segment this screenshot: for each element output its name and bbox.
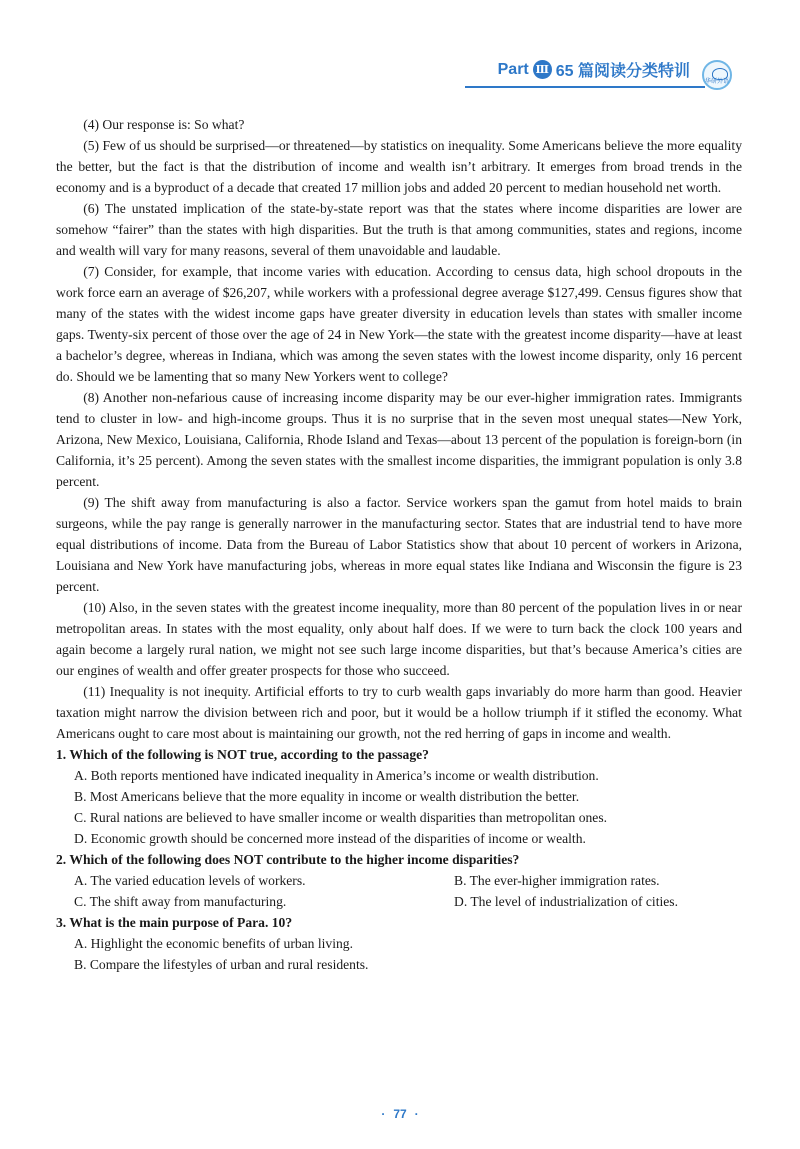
section-title: 65 篇阅读分类特训: [555, 63, 690, 80]
question-stem: 2. Which of the following does NOT contribute to the higher income disparities?: [56, 852, 520, 867]
article-body: [56, 114, 742, 975]
paragraph-4: (4) Our response is: So what?: [83, 117, 245, 132]
option-c: C. Rural nations are believed to have smaller income or wealth disparities than metropolitan ones.: [74, 810, 608, 825]
option-b: B. Compare the lifestyles of urban and rural residents.: [74, 957, 369, 972]
publisher-logo-icon: [702, 60, 732, 90]
option-a: A. Highlight the economic benefits of urban living.: [74, 936, 353, 951]
paragraph-11: (11) Inequality is not inequity. Artificial efforts to try to curb wealth gaps invariably do more harm than good. Heavier taxation might narrow the division between rich and poor, but it would be a hollow triumph if it stifled the economy. What Americans ought to care most about is maintaining our growth, not the red herring of gaps in income and wealth.: [56, 684, 742, 741]
part-label: Part: [497, 60, 529, 78]
paragraph-8: (8) Another non-nefarious cause of increasing income disparity may be our ever-higher immigration rates. Immigrants tend to cluster in low- and high-income groups. Thus it is no surprise that in the seven most unequal states—New York, Arizona, New Mexico, Louisiana, California, Rhode Island and Texas—about 13 percent of the population is foreign-born (in California, it’s 25 percent). Among the seven states with the smallest income disparities, the immigrant population is only 3.8 percent.: [56, 390, 742, 489]
header-rule: [465, 86, 705, 88]
question-2: [56, 849, 742, 912]
paragraph-5: (5) Few of us should be surprised—or threatened—by statistics on inequality. Some Americans believe the more equality the better, but the fact is that the distribution of income and wealth isn’t arbitrary. It emerges from broad trends in the economy and is a byproduct of a decade that created 17 million jobs and added 20 percent to median household net worth.: [56, 138, 742, 195]
page-header: [498, 58, 690, 81]
option-a: A. Both reports mentioned have indicated inequality in America’s income or wealth distribution.: [74, 768, 599, 783]
logo-text: 华研外语: [704, 79, 729, 85]
paragraph-6: (6) The unstated implication of the state-by-state report was that the states where income disparities are lower are somehow “fairer” than the states with high disparities. But the truth is that among communities, states and regions, income and wealth will vary for many reasons, several of them unavoidable and laudable.: [56, 201, 742, 258]
part-number-badge: Ⅲ: [533, 60, 552, 79]
question-stem: 1. Which of the following is NOT true, according to the passage?: [56, 747, 429, 762]
option-c: C. The shift away from manufacturing.: [74, 894, 287, 909]
page-number-value: 77: [393, 1107, 407, 1121]
paragraph-10: (10) Also, in the seven states with the greatest income inequality, more than 80 percent of the population lives in or near metropolitan areas. In states with the most equality, only about half does. If we were to turn back the clock 100 years and again become a largely rural nation, we might not see such large income disparities, but that’s because America’s cities are our engines of wealth and offer greater prospects for those who succeed.: [56, 600, 742, 678]
paragraph-9: (9) The shift away from manufacturing is also a factor. Service workers span the gamut from hotel maids to brain surgeons, while the pay range is generally narrower in the manufacturing sector. States that are industrial tend to have more equal distributions of income. Data from the Bureau of Labor Statistics show that about 10 percent of workers in Arizona, Louisiana and New York have manufacturing jobs, whereas in more equal states like Indiana and Wisconsin the figure is 23 percent.: [56, 495, 742, 594]
dot-icon: ·: [381, 1107, 386, 1121]
question-3: [56, 912, 742, 975]
option-b: B. The ever-higher immigration rates.: [454, 873, 660, 888]
option-b: B. Most Americans believe that the more equality in income or wealth distribution the better.: [74, 789, 580, 804]
paragraph-7: (7) Consider, for example, that income varies with education. According to census data, high school dropouts in the work force earn an average of $26,207, while workers with a professional degree average $127,499. Census figures show that many of the states with the widest income gaps have greater diversity in education levels than states with smaller income gaps. Twenty-six percent of those over the age of 24 in New York—the state with the greatest income disparity—have at least a bachelor’s degree, whereas in Indiana, which was among the seven states with the lowest income disparity, only 16 percent do. Should we be lamenting that so many New Yorkers went to college?: [56, 264, 742, 384]
question-stem: 3. What is the main purpose of Para. 10?: [56, 915, 293, 930]
page-number: [0, 1107, 800, 1121]
part-title: [498, 58, 690, 81]
question-1: [56, 744, 742, 849]
option-d: D. Economic growth should be concerned more instead of the disparities of income or wealth.: [74, 831, 586, 846]
option-a: A. The varied education levels of workers.: [74, 873, 306, 888]
dot-icon: ·: [414, 1107, 419, 1121]
option-d: D. The level of industrialization of cities.: [454, 894, 678, 909]
